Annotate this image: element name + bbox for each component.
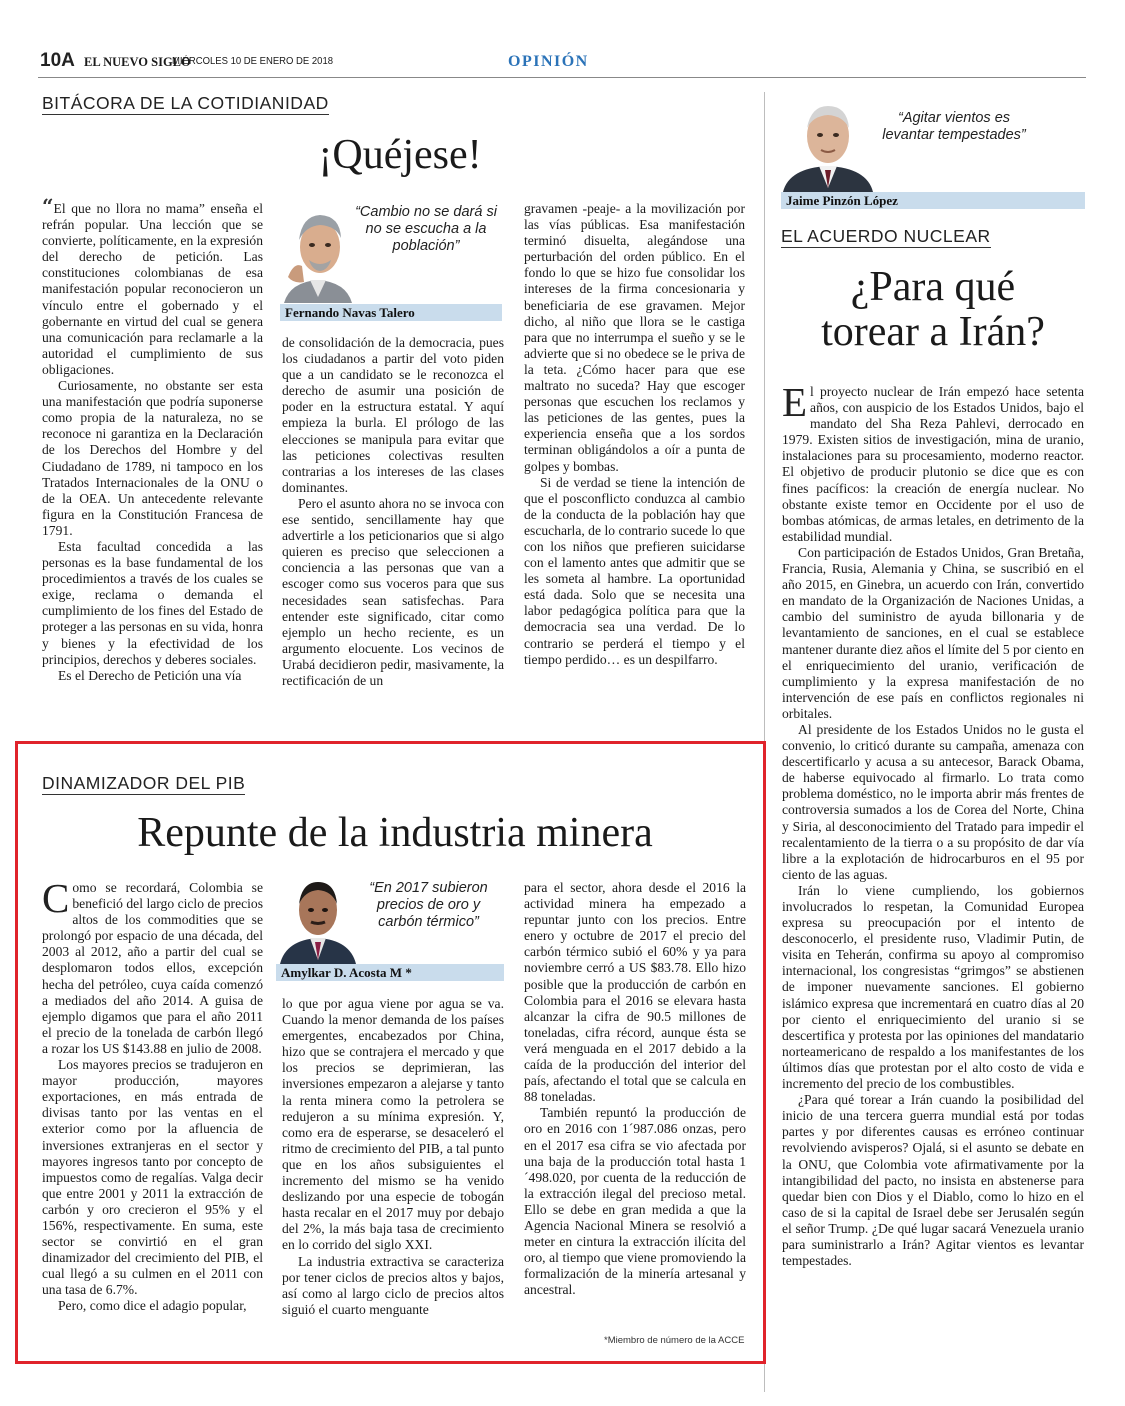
paragraph: Curiosamente, no obstante ser esta una manifestación que podría suponerse como propia de la naturaleza, no se reconoce ni garantiza en la Declaración de los Derechos del Hombre y del Ciudadano de 1789, ni tampoco en los Tratados Internacionales de la ONU o de la OEA. Un antecedente relevante figura en la Constitución Francesa de 1791.: [42, 378, 263, 538]
byline-navas: Fernando Navas Talero: [280, 304, 502, 321]
paragraph: Como se recordará, Colombia se benefició del largo ciclo de precios altos de los commodities que se prolongó por espacio de una década, del 2003 al 2012, año a partir del cual se desplomaron todos ellos, excepción hecha del petróleo, cuya caída comenzó a mediados del año 2014. A guisa de ejemplo digamos que para el año 2011 el precio de la tonelada de carbón llegó a rozar los US $143.88 en julio de 2008.: [42, 875, 263, 1056]
headline-iran-line1: ¿Para qué: [850, 264, 1016, 310]
paragraph: Es el Derecho de Petición una vía: [58, 667, 242, 683]
headline-quejese: ¡Quéjese!: [318, 132, 482, 178]
headline-iran-line2: torear a Irán?: [821, 309, 1045, 355]
headline-iran: [782, 265, 1084, 355]
column-quejese-3: [524, 201, 745, 668]
author-portrait-pinzon: [781, 96, 875, 192]
issue-date: MIÉRCOLES 10 DE ENERO DE 2018: [172, 56, 334, 67]
author-portrait-acosta: [278, 872, 358, 964]
column-quejese-2: [282, 335, 504, 689]
paragraph: También repuntó la producción de oro en 2016 con 1´987.086 onzas, pero en el 2017 esa cifra se vio afectada por una baja de la producción total hasta 1´498.020, por cuenta de la reducción de la extracción ilegal del precioso metal. Ello se debe en gran medida a que la Agencia Nacional Minera se resolvió a meter en cintura la extracción ilícita del oro, al tiempo que viene promoviendo la formalización de la minería artesanal y ancestral.: [524, 1105, 746, 1298]
pull-quote-minera: “En 2017 subieron precios de oro y carbón térmico”: [369, 880, 488, 930]
pull-quote-iran: “Agitar vientos es levantar tempestades”: [882, 110, 1026, 143]
kicker-quejese: BITÁCORA DE LA COTIDIANIDAD: [42, 93, 329, 113]
paragraph: Con participación de Estados Unidos, Gran Bretaña, Francia, Rusia, Alemania y China, se suscribió en el año 2015, en Ginebra, un acuerdo con Irán, convertido en mandato de la Organización de Naciones Unidas, a cambio del suministro de ayuda billonaria y de levantamiento de sanciones, en el cual se establece mantener durante diez años el límite del 5 por ciento en el enriquecimiento del uranio, verificación de cumplimiento y la expresa manifestación de no intervención de ese país en conflictos regionales ni orbitales.: [782, 544, 1084, 721]
paragraph: Si de verdad se tiene la intención de que el posconflicto conduzca al cambio de la conducta de la población hay que escucharla, de lo contrario sucede lo que con los niños que prefieren suicidarse con el lamento antes que admitir que se les someta al hambre. La oportunidad está dada. Solo que se necesita una labor pedagógica política para que la democracia sea una verdad. De lo contrario se perderá el tiempo y el tiempo perdido… es un despilfarro.: [524, 474, 745, 667]
footnote: *Miembro de número de la ACCE: [604, 1335, 745, 1346]
kicker-minera: DINAMIZADOR DEL PIB: [42, 773, 246, 793]
paragraph: de consolidación de la democracia, pues los ciudadanos a partir del voto piden que a un candidato se le reconozca el derecho de asumir una posición de poder en la estructura estatal. Y aquí empieza la burla. El prólogo de las elecciones se manipula para evitar que las peticiones colectivas resulten contrarias a los intereses de las clases dominantes.: [282, 335, 504, 495]
paragraph: El proyecto nuclear de Irán empezó hace setenta años, con auspicio de los Estados Unidos, bajo el mandato del Sha Reza Pahlevi, derrocado en 1979. Existen sitios de investigación, mina de uranio, instalaciones para su procesamiento, moderno reactor. El objetivo de producir plutonio se dice que es con fines pacíficos: la creación de energía nuclear. No obstante existe temor en Occidente por el uso de bombas atómicas, de armas letales, en detrimento de la estabilidad mundial.: [782, 379, 1084, 544]
column-iran: [782, 379, 1084, 1269]
column-minera-3: [524, 880, 746, 1298]
paragraph: “El que no llora no mama” enseña el refrán popular. Una lección que se convierte, políticamente, en la expresión del derecho de petición. Las constituciones colombianas de esa manifestación popular reconocieron un vínculo entre el gobernado y el gobernante en virtud del cual se genera una comunicación para reclamarle a la autoridad el cumplimiento de sus obligaciones.: [42, 194, 263, 377]
paragraph: La industria extractiva se caracteriza por tener ciclos de precios altos y bajos, así como al largo ciclo de precios altos siguió el cuarto menguante: [282, 1253, 504, 1317]
paragraph: Irán lo viene cumpliendo, los gobiernos involucrados lo respetan, la Comunidad Europea expresa su preocupación por el intento de desconocerlo, el presidente ruso, Vladimir Putin, de visita en Teherán, confirma su apoyo al compromiso internacional, los congresistas “grimgos” se abstienen de imponer nuevamente sanciones. El gobierno islámico expresa que incrementará en cuatro días al 20 por ciento el enriquecimiento del uranio si se descertifica y protesta por las opiniones del mandatario norteamericano de respaldo a los manifestantes de los últimos días que protestan por el alto costo de vida e incremento del precio de los combustibles.: [782, 882, 1084, 1092]
paragraph: Los mayores precios se tradujeron en mayor producción, mayores exportaciones, en más entrada de divisas tanto por las ventas en el exterior como por la afluencia de inversiones extranjeras en el sector y mayores ingresos tanto por concepto de impuestos como de regalías. Valga decir que entre 2001 y 2011 la extracción de carbón y oro crecieron el 95% y el 156%, respectivamente. En suma, este sector se convirtió en el gran dinamizador del crecimiento del PIB, el cual llegó a su culmen en el 2011 con una tasa de 6.7%.: [42, 1057, 263, 1298]
headline-minera: Repunte de la industria minera: [137, 810, 653, 856]
drop-cap: C: [42, 875, 70, 921]
column-minera-1: [42, 875, 263, 1315]
byline-pinzon: Jaime Pinzón López: [781, 192, 1085, 209]
byline-acosta: Amylkar D. Acosta M *: [276, 964, 504, 981]
paragraph: para el sector, ahora desde el 2016 la actividad minera ha empezado a repuntar junto con los precios. Entre enero y octubre de 2017 el precio del carbón térmico subió el 60% y ya para noviembre cerró a US $83.78. Ello hizo posible que la producción de carbón en Colombia para el 2016 se elevara hasta alcanzar la cifra de 90.5 millones de toneladas, cifra récord, aunque ésta se verá menguada en el 2017 debido a la caída de la producción del interior del país, afectando el total que se calcula en 88 toneladas.: [524, 880, 746, 1105]
paragraph: Al presidente de los Estados Unidos no le gusta el convenio, lo criticó durante su campaña, amenaza con descertificarlo y acusa a su antecesor, Barack Obama, de haberse equivocado al firmarlo. Lo trata como problema doméstico, no le importa abrir más frentes de controversia sumados a los de Corea del Norte, China y Siria, al desconocimiento del Tratado para impedir el recalentamiento de la tierra o a su propósito de dar vía libre a la explotación de hidrocarburos en el 95 por ciento de las aguas.: [782, 721, 1084, 882]
paragraph: Pero, como dice el adagio popular,: [58, 1298, 247, 1314]
author-portrait-navas: [280, 202, 356, 303]
column-minera-2: [282, 996, 504, 1318]
section-title: OPINIÓN: [508, 53, 589, 70]
column-quejese-1: [42, 194, 263, 684]
paragraph: Pero el asunto ahora no se invoca con ese sentido, sencillamente hay que advertirle a los peticionarios que si algo quieren es preciso que seleccionen a conciencia a las personas que van a escoger como sus voceros para que sus necesidades sean satisfechas. Para entender este significado, citar como ejemplo un hecho reciente, es un argumento elocuente. Los vecinos de Urabá decidieron pedir, masivamente, la rectificación de un: [282, 495, 504, 688]
paragraph: Esta facultad concedida a las personas es la base fundamental de los procedimientos a través de los cuales se exige, reclama o demanda el cumplimiento de los fines del Estado de proteger a las personas en su vida, honra y bienes y la efectividad de los principios, derechos y deberes sociales.: [42, 538, 263, 667]
header-rule: [38, 77, 1086, 78]
paragraph: lo que por agua viene por agua se va. Cuando la menor demanda de los países emergentes, encabezados por China, hizo que se contrajera el mercado y que los precios se deprimieran, las inversiones empezaron a alejarse y tanto la renta minera como la petrolera se redujeron a su mínima expresión. Y, como era de esperarse, se desaceleró el ritmo de crecimiento del PIB, a tal punto que en los años subsiguientes el incremento del mismo se ha venido deslizando por una especie de tobogán hasta recalar en el 2017 muy por debajo del 2%, la más baja tasa de crecimiento en lo corrido del siglo XXI.: [282, 996, 504, 1253]
drop-cap: E: [782, 379, 808, 425]
pull-quote-quejese: “Cambio no se dará si no se escucha a la población”: [355, 204, 497, 254]
page-number: 10A: [40, 50, 75, 71]
newspaper-name: EL NUEVO SIGLO: [84, 55, 191, 69]
kicker-iran: EL ACUERDO NUCLEAR: [781, 226, 991, 246]
paragraph: ¿Para qué torear a Irán cuando la posibilidad del inicio de una tercera guerra mundial está por todas partes y por diferentes causas es erróneo continuar revolviendo avisperos? Ojalá, si el asunto se debate en la ONU, que Colombia vote afirmativamente por la intangibilidad del pacto, no insista en abstenerse para quedar bien con Dios y el Diablo, como lo hizo en el caso de si la capital de Israel debe ser Jerusalén según el señor Trump. ¿De qué lugar sacará Venezuela uranio para suministrarlo a Irán? Agitar vientos es levantar tempestades.: [782, 1092, 1084, 1269]
paragraph: gravamen -peaje- a la movilización por las vías públicas. Esa manifestación terminó disuelta, alegándose una perturbación del orden público. En el fondo lo que se hizo fue consolidar los intereses de la firma concesionaria y beneficiaria de ese gravamen. Mejor dicho, al niño que llora se le castiga para que no interrumpa el sueño y se le advierte que si no obedece se le priva de la teta. ¿Cómo hacer para que ese maltrato no suceda? Hay que escoger personas que escuchen los reclamos y las peticiones de las gentes, pues la experiencia enseña que a los sordos terminan obligándolos a oír a punta de golpes y bombas.: [524, 201, 745, 474]
